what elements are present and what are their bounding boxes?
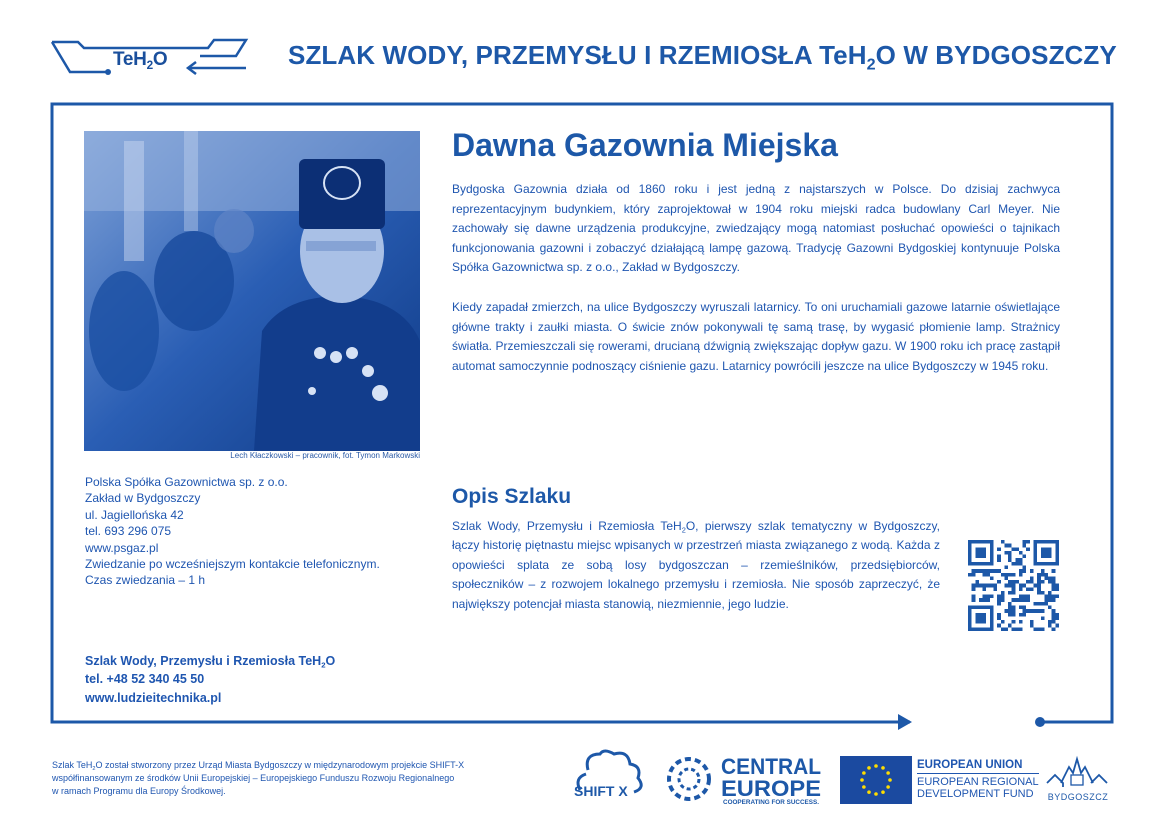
- svg-text:CENTRAL: CENTRAL: [721, 754, 821, 779]
- footer-line-3: w ramach Programu dla Europy Środkowej.: [52, 786, 226, 796]
- venue-contact: [85, 474, 380, 589]
- eu-label-line-2: EUROPEAN REGIONAL: [917, 775, 1039, 788]
- bydgoszcz-logo: [1043, 753, 1113, 805]
- contact-visit-note: Zwiedzanie po wcześniejszym kontakcie telefonicznym.: [85, 557, 380, 572]
- trail-phone: tel. +48 52 340 45 50: [85, 672, 205, 687]
- photo-caption: Lech Kłaczkowski – pracownik, fot. Tymon Markowski: [230, 451, 420, 460]
- eu-flag-icon: [840, 756, 912, 804]
- central-europe-logo: [663, 752, 825, 806]
- trail-website-link[interactable]: www.ludzieitechnika.pl: [85, 690, 222, 705]
- svg-text:COOPERATING FOR SUCCESS.: COOPERATING FOR SUCCESS.: [723, 800, 820, 806]
- contact-visit-time: Czas zwiedzania – 1 h: [85, 573, 206, 588]
- article-title: Dawna Gazownia Miejska: [452, 127, 838, 163]
- contact-website-link[interactable]: www.psgaz.pl: [85, 540, 159, 555]
- trail-name: Szlak Wody, Przemysłu i Rzemiosła TeH$_2$O: [85, 654, 336, 670]
- eu-label-line-1: EUROPEAN UNION: [917, 759, 1039, 774]
- eu-fund-label: [917, 759, 1039, 801]
- eu-label-line-3: DEVELOPMENT FUND: [917, 788, 1034, 800]
- trail-contact: [85, 652, 335, 707]
- contact-phone: tel. 693 296 075: [85, 524, 172, 539]
- page-header-title: SZLAK WODY, PRZEMYSŁU I RZEMIOSŁA TeH$_2$O W BYDGOSZCZY: [288, 40, 1117, 74]
- shiftx-logo: [570, 748, 650, 802]
- logo-text: TeH$_2$O: [113, 49, 168, 73]
- trail-description-title: Opis Szlaku: [452, 485, 572, 508]
- trail-description-text: Szlak Wody, Przemysłu i Rzemiosła TeH$_2$O, pierwszy szlak tematyczny w Bydgoszczy, łączy historię piętnastu miejsc wpisanych w przestrzeń miasta związanego z wodą. Każda z opowieści splata ze sobą losy bydgoszczan – rzemieślników, przedsiębiorców, społeczników – z rozwojem lokalnego przemysłu i rzemiosła. Nie sposób zaprzeczyć, że największy potencjał miasta stanowią, niezmiennie, jego ludzie.: [452, 519, 940, 611]
- footer-line-1: Szlak TeH$_2$O został stworzony przez Urząd Miasta Bydgoszczy w międzynarodowym projekcie SHIFT-X: [52, 760, 465, 772]
- article-paragraph-2: Kiedy zapadał zmierzch, na ulice Bydgoszczy wyruszali latarnicy. To oni uruchamiali gazowe latarnie oświetlające główne trakty i zaułki miasta. O świcie znów pokonywali tę samą trasę, by wygasić płomienie lamp. Strażnicy światła. Przemieszczali się rowerami, drucianą dźwignią zwiększając dopływ gazu. W 1900 roku ich pracę zastąpił automat samoczynnie podnoszący ciśnienie gazu. Latarnicy powrócili jeszcze na ulice Bydgoszczy w 1945 roku.: [452, 300, 1060, 373]
- contact-company: Polska Spółka Gazownictwa sp. z o.o.: [85, 475, 288, 489]
- svg-text:SHIFT X: SHIFT X: [574, 783, 628, 799]
- footer-line-2: współfinansowanym ze środków Unii Europejskiej – Europejskiego Funduszu Rozwoju Regionalnego: [52, 773, 455, 783]
- arrow-right-icon: [898, 714, 912, 730]
- svg-text:EUROPE: EUROPE: [721, 776, 821, 801]
- qr-code-icon[interactable]: [968, 540, 1059, 631]
- svg-text:BYDGOSZCZ: BYDGOSZCZ: [1047, 792, 1109, 802]
- contact-branch: Zakład w Bydgoszczy: [85, 491, 201, 506]
- contact-address: ul. Jagiellońska 42: [85, 507, 184, 522]
- footer-credits: [52, 759, 464, 798]
- article-paragraph-1: Bydgoska Gazownia działa od 1860 roku i jest jedną z najstarszych w Polsce. Do dzisiaj zachwyca reprezentacyjnym budynkiem, który zaprojektował w 1904 roku miejski radca budowlany Carl Meyer. Nie zachowały się dawne urządzenia produkcyjne, zwiedzający mogą natomiast posłuchać opowieści o tajnikach funkcjonowania gazowni i zobaczyć działającą lampę gazową. Tradycję Gazowni Bydgoskiej kontynuuje Polska Spółka Gazownictwa sp. z o.o., Zakład w Bydgoszczy.: [452, 182, 1060, 275]
- portrait-photo: [84, 131, 420, 451]
